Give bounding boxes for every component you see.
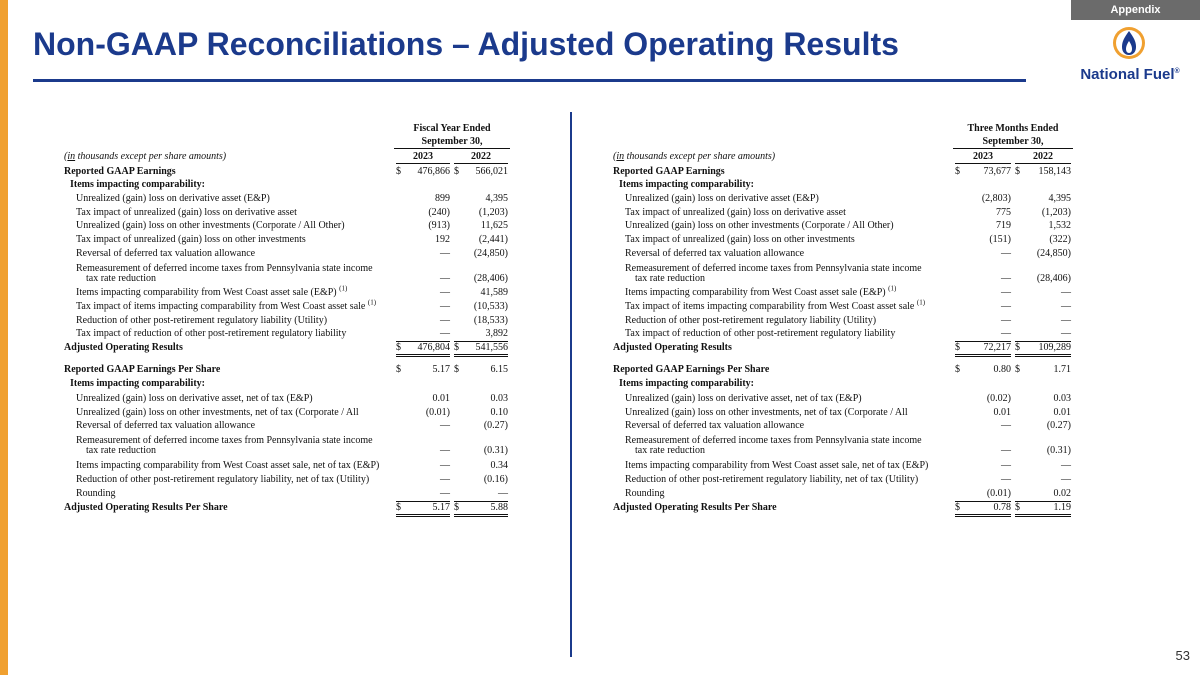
table-row [64,248,510,260]
value-col-1: 0.80 [993,364,1011,375]
row-label-text: Tax impact of reduction of other post-retirement regulatory liability [625,328,896,339]
row-label-text: Tax impact of items impacting comparability from West Coast asset sale [625,301,915,312]
value-col-1: 476,804 [417,342,450,353]
value-col-2: 1,532 [1048,220,1071,231]
value-col-1: (2,803) [981,193,1011,204]
row-label-text: Items impacting comparability from West Coast asset sale, net of tax (E&P) [76,460,380,471]
value-col-2: 109,289 [1038,342,1071,353]
value-col-1: — [440,474,450,485]
row-label [76,407,359,419]
subtotal-rule [396,501,450,502]
table-row [64,364,510,376]
row-label-text: Reversal of deferred tax valuation allowance [76,420,256,431]
table-row [613,420,1073,432]
row-label [625,248,804,260]
row-label-text: Items impacting comparability: [70,378,205,389]
value-col-2: (2,441) [478,234,508,245]
accent-bar [0,0,8,675]
value-col-2: (28,406) [1036,273,1071,284]
row-label-text: Unrealized (gain) loss on other investments, net of tax (Corporate / All [76,407,359,418]
row-label [625,220,894,232]
row-label [625,420,804,432]
row-label [625,193,819,205]
table-row [613,393,1073,405]
units-note [613,151,775,163]
value-col-1: (0.02) [986,393,1011,404]
table-row [64,298,510,313]
page-title: Non-GAAP Reconciliations – Adjusted Operating Results [33,26,899,62]
row-label-text: Reported GAAP Earnings [64,166,176,177]
value-col-2: — [1061,315,1071,326]
value-col-2: 4,395 [1048,193,1071,204]
row-label [86,273,156,285]
total-double-rule [454,354,508,357]
period-header [953,122,1073,149]
value-col-2: (0.31) [1046,445,1071,456]
currency-symbol: $ [1015,342,1020,353]
value-col-1: — [1001,273,1011,284]
currency-symbol: $ [955,342,960,353]
row-label-text: Unrealized (gain) loss on derivative asset (E&P) [625,193,819,204]
row-label [635,273,705,285]
total-double-rule [1015,354,1071,357]
row-label [64,166,176,178]
row-label-text: Tax impact of unrealized (gain) loss on derivative asset [625,207,846,218]
units-open-paren: ( [613,151,617,162]
table-row [64,488,510,500]
table-row [613,220,1073,232]
subtotal-rule [955,501,1011,502]
row-label [625,315,876,327]
row-label-text: Unrealized (gain) loss on derivative asset, net of tax (E&P) [76,393,313,404]
row-label-text: Tax impact of items impacting comparability from West Coast asset sale [76,301,366,312]
row-label-text: tax rate reduction [635,273,705,284]
table-row [64,474,510,486]
value-col-2: 0.01 [1053,407,1071,418]
row-label-text: Adjusted Operating Results [64,342,183,353]
value-col-1: — [1001,287,1011,298]
row-label [64,342,183,354]
value-col-2: — [1061,460,1071,471]
row-label [613,166,725,178]
row-label-text: tax rate reduction [635,445,705,456]
logo-name: National Fuel [1080,66,1175,83]
row-label [76,207,297,219]
value-col-1: 899 [435,193,450,204]
row-label-text: Items impacting comparability from West Coast asset sale, net of tax (E&P) [625,460,929,471]
value-col-1: 476,866 [417,166,450,177]
table-row [64,460,510,472]
total-double-rule [955,514,1011,517]
row-label-text: Reversal of deferred tax valuation allowance [625,420,805,431]
footnote-ref: (1) [339,284,348,293]
currency-symbol: $ [454,342,459,353]
subtotal-rule [454,341,508,342]
value-col-1: 0.01 [993,407,1011,418]
table-row [613,460,1073,472]
units-open-paren: ( [64,151,68,162]
row-label [76,220,345,232]
year-header-1: 2023 [413,151,433,162]
subtotal-rule [1015,501,1071,502]
currency-symbol: $ [454,364,459,375]
value-col-2: 0.10 [490,407,508,418]
currency-symbol: $ [955,502,960,513]
value-col-2: — [1061,287,1071,298]
table-row [613,364,1073,376]
row-label-text: Rounding [76,488,116,499]
row-label [625,284,897,299]
row-label-text: Reported GAAP Earnings Per Share [64,364,221,375]
row-label-text: tax rate reduction [86,273,156,284]
footnote-ref: (1) [888,284,897,293]
currency-symbol: $ [955,364,960,375]
total-double-rule [955,354,1011,357]
table-row [613,474,1073,486]
value-col-1: 719 [996,220,1011,231]
row-label [76,328,346,340]
table-row [64,207,510,219]
row-label [625,328,895,340]
row-label-text: Remeasurement of deferred income taxes from Pennsylvania state income [76,263,373,274]
value-col-1: — [1001,420,1011,431]
value-col-1: — [1001,460,1011,471]
value-col-2: (24,850) [473,248,508,259]
value-col-1: — [1001,474,1011,485]
row-label [76,488,115,500]
table-row [64,328,510,340]
appendix-tag: Appendix [1071,0,1200,20]
row-label-text: Reversal of deferred tax valuation allowance [76,248,256,259]
row-label-text: Unrealized (gain) loss on other investments (Corporate / All Other) [76,220,345,231]
flame-logo-icon [1112,26,1146,60]
value-col-2: (0.31) [483,445,508,456]
row-label [76,474,369,486]
table-row [613,234,1073,246]
row-label [625,488,664,500]
footnote-ref: (1) [916,298,926,307]
table-row [64,234,510,246]
value-col-1: 775 [996,207,1011,218]
value-col-1: — [440,315,450,326]
row-label-text: Items impacting comparability: [70,179,205,190]
value-col-2: (18,533) [473,315,508,326]
row-label-text: Unrealized (gain) loss on derivative asset, net of tax (E&P) [625,393,862,404]
row-label-text: Tax impact of unrealized (gain) loss on other investments [625,234,855,245]
row-label [76,420,255,432]
value-col-2: — [1061,474,1071,485]
currency-symbol: $ [1015,502,1020,513]
units-suffix: thousands except per share amounts) [624,151,776,162]
currency-symbol: $ [396,364,401,375]
value-col-1: — [440,460,450,471]
value-col-2: (1,203) [478,207,508,218]
currency-symbol: $ [396,342,401,353]
value-col-2: 0.03 [1053,393,1071,404]
table-row [64,284,510,299]
currency-symbol: $ [396,166,401,177]
value-col-2: 1.71 [1053,364,1071,375]
value-col-1: 0.78 [993,502,1011,513]
table-row [613,166,1073,178]
value-col-1: — [440,488,450,499]
table-row [64,378,510,390]
value-col-1: 192 [435,234,450,245]
value-col-1: — [440,301,450,312]
value-col-1: — [440,248,450,259]
subtotal-rule [955,341,1011,342]
row-label-text: Reduction of other post-retirement regulatory liability (Utility) [76,315,328,326]
row-label [625,460,928,472]
table-row [64,342,510,354]
value-col-1: — [1001,445,1011,456]
value-col-2: (0.16) [483,474,508,485]
total-double-rule [396,354,450,357]
value-col-2: 0.34 [490,460,508,471]
table-row [64,273,510,285]
value-col-1: (151) [989,234,1011,245]
row-label-text: Adjusted Operating Results Per Share [613,502,777,513]
value-col-2: 0.03 [490,393,508,404]
row-label [64,364,220,376]
subtotal-rule [396,341,450,342]
table-row [613,315,1073,327]
value-col-1: — [1001,315,1011,326]
row-label [70,378,205,390]
row-label-text: Items impacting comparability from West Coast asset sale (E&P) [76,287,337,298]
row-label [613,364,769,376]
title-underline [33,79,1026,82]
value-col-2: — [498,488,508,499]
year-header-1: 2023 [973,151,993,162]
table-row [613,378,1073,390]
value-col-2: 41,589 [480,287,508,298]
row-label [76,234,306,246]
value-col-1: 0.01 [432,393,450,404]
period-header-line1: Three Months Ended [967,123,1059,134]
value-col-2: 158,143 [1038,166,1071,177]
row-label-text: Reduction of other post-retirement regulatory liability, net of tax (Utility) [76,474,370,485]
units-prefix: in [616,151,625,162]
row-label-text: Adjusted Operating Results [613,342,732,353]
value-col-2: — [1061,301,1071,312]
value-col-1: — [1001,248,1011,259]
row-label [625,298,926,313]
table-row [613,298,1073,313]
value-col-1: — [440,445,450,456]
subtotal-rule [454,501,508,502]
table-row [64,193,510,205]
row-label [76,248,255,260]
row-label-text: Remeasurement of deferred income taxes from Pennsylvania state income [625,263,922,274]
currency-symbol: $ [396,502,401,513]
row-label-text: Reported GAAP Earnings Per Share [613,364,770,375]
value-col-2: 541,556 [475,342,508,353]
currency-symbol: $ [454,502,459,513]
row-label [76,460,379,472]
row-label [625,207,846,219]
row-label-text: Tax impact of unrealized (gain) loss on derivative asset [76,207,297,218]
row-label-text: Items impacting comparability from West Coast asset sale (E&P) [625,287,886,298]
value-col-2: 6.15 [490,364,508,375]
total-double-rule [396,514,450,517]
value-col-2: (28,406) [473,273,508,284]
value-col-2: 0.02 [1053,488,1071,499]
value-col-1: — [1001,328,1011,339]
row-label [635,445,705,457]
row-label-text: Adjusted Operating Results Per Share [64,502,228,513]
value-col-1: — [440,273,450,284]
page-number: 53 [1175,648,1190,663]
table-row [613,273,1073,285]
table-row [613,342,1073,354]
table-row [613,207,1073,219]
row-label [619,378,754,390]
value-col-2: 4,395 [485,193,508,204]
row-label-text: Unrealized (gain) loss on other investments, net of tax (Corporate / All [625,407,908,418]
footnote-ref: (1) [367,298,377,307]
row-label [76,193,270,205]
row-label [613,502,777,514]
value-col-2: (0.27) [483,420,508,431]
table-row [64,502,510,514]
row-label [625,393,862,405]
value-col-1: 5.17 [432,502,450,513]
value-col-2: — [1061,328,1071,339]
table-row [64,166,510,178]
value-col-1: — [1001,301,1011,312]
table-row [613,248,1073,260]
row-label-text: Reported GAAP Earnings [613,166,725,177]
row-label [86,445,156,457]
logo-wordmark [1070,66,1190,83]
table-row [64,445,510,457]
table-row [613,488,1073,500]
row-label [64,502,228,514]
table-row [613,284,1073,299]
row-label [76,315,327,327]
value-col-1: 5.17 [432,364,450,375]
logo-registered-mark: ® [1174,68,1180,75]
table-row [613,193,1073,205]
row-label-text: Remeasurement of deferred income taxes from Pennsylvania state income [76,435,373,446]
subtotal-rule [1015,341,1071,342]
period-header-line2: September 30, [394,135,510,149]
currency-symbol: $ [1015,364,1020,375]
row-label-text: tax rate reduction [86,445,156,456]
row-label [76,284,348,299]
row-label-text: Items impacting comparability: [619,179,754,190]
table-row [64,179,510,191]
period-header-line2: September 30, [953,135,1073,149]
value-col-2: (322) [1049,234,1071,245]
value-col-2: 5.88 [490,502,508,513]
row-label-text: Tax impact of unrealized (gain) loss on other investments [76,234,306,245]
table-row [64,407,510,419]
year-header-rule [454,163,508,164]
table-row [64,420,510,432]
table-row [613,328,1073,340]
year-header-rule [396,163,450,164]
value-col-1: 73,677 [983,166,1011,177]
table-row [64,315,510,327]
row-label-text: Unrealized (gain) loss on derivative asset (E&P) [76,193,270,204]
row-label [625,234,855,246]
value-col-1: (240) [428,207,450,218]
value-col-2: (0.27) [1046,420,1071,431]
row-label [70,179,205,191]
row-label [619,179,754,191]
row-label [625,407,908,419]
value-col-1: (0.01) [425,407,450,418]
row-label-text: Reduction of other post-retirement regulatory liability (Utility) [625,315,877,326]
row-label-text: Remeasurement of deferred income taxes from Pennsylvania state income [625,435,922,446]
table-row [613,502,1073,514]
row-label [76,298,377,313]
row-label-text: Rounding [625,488,665,499]
value-col-2: (1,203) [1041,207,1071,218]
value-col-1: (0.01) [986,488,1011,499]
value-col-1: 72,217 [983,342,1011,353]
column-divider [570,112,572,657]
value-col-2: (10,533) [473,301,508,312]
period-header-line1: Fiscal Year Ended [413,123,491,134]
table-row [613,445,1073,457]
company-logo [1070,26,1190,88]
row-label-text: Reduction of other post-retirement regulatory liability, net of tax (Utility) [625,474,919,485]
row-label [613,342,732,354]
units-prefix: in [67,151,76,162]
value-col-1: (913) [428,220,450,231]
value-col-1: — [440,420,450,431]
currency-symbol: $ [955,166,960,177]
table-row [64,393,510,405]
table-row [64,220,510,232]
currency-symbol: $ [1015,166,1020,177]
row-label-text: Items impacting comparability: [619,378,754,389]
row-label-text: Tax impact of reduction of other post-retirement regulatory liability [76,328,347,339]
table-row [613,407,1073,419]
row-label-text: Unrealized (gain) loss on other investments (Corporate / All Other) [625,220,894,231]
year-header-rule [1015,163,1071,164]
total-double-rule [1015,514,1071,517]
value-col-2: (24,850) [1036,248,1071,259]
row-label [625,474,918,486]
total-double-rule [454,514,508,517]
table-row [613,179,1073,191]
units-note [64,151,226,163]
value-col-2: 3,892 [485,328,508,339]
value-col-1: — [440,287,450,298]
units-suffix: thousands except per share amounts) [75,151,227,162]
value-col-2: 566,021 [475,166,508,177]
value-col-2: 11,625 [480,220,508,231]
currency-symbol: $ [454,166,459,177]
year-header-2: 2022 [471,151,491,162]
value-col-1: — [440,328,450,339]
year-header-2: 2022 [1033,151,1053,162]
row-label [76,393,313,405]
period-header [394,122,510,149]
row-label-text: Reversal of deferred tax valuation allowance [625,248,805,259]
value-col-2: 1.19 [1053,502,1071,513]
year-header-rule [955,163,1011,164]
